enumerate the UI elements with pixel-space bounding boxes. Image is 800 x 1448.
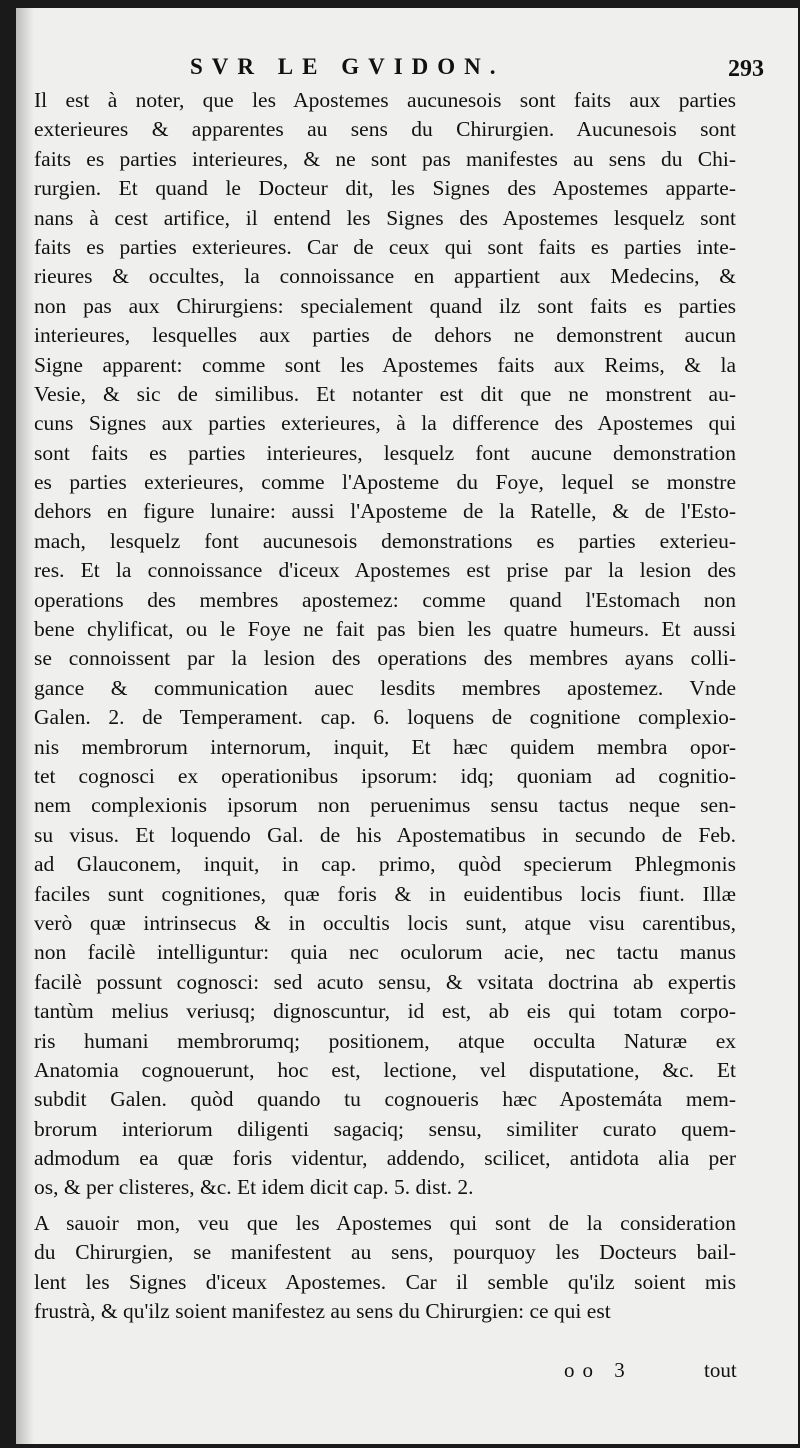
text-line: sont faits es parties interieures, lesquelz font aucune demonstration — [34, 440, 736, 465]
text-line: facilè possunt cognosci: sed acuto sensu, & vsitata doctrina ab expertis — [34, 969, 736, 994]
text-line: se connoissent par la lesion des operations des membres ayans colli- — [34, 646, 736, 671]
text-line: subdit Galen. quòd quando tu cognoueris hæc Apostemáta mem- — [34, 1087, 736, 1112]
text-line: ris humani membrorumq; positionem, atque occulta Naturæ ex — [34, 1028, 736, 1053]
text-line: os, & per clisteres, &c. Et idem dicit cap. 5. dist. 2. — [34, 1175, 474, 1200]
text-line: tantùm melius veriusq; dignoscuntur, id est, ab eis qui totam corpo- — [34, 999, 736, 1024]
text-line: dehors en figure lunaire: aussi l'Aposteme de la Ratelle, & de l'Esto- — [34, 499, 736, 524]
text-line: es parties exterieures, comme l'Aposteme du Foye, lequel se monstre — [34, 470, 736, 495]
text-line: su visus. Et loquendo Gal. de his Apostematibus in secundo de Feb. — [34, 822, 736, 847]
text-line: du Chirurgien, se manifestent au sens, pourquoy les Docteurs bail- — [34, 1240, 736, 1265]
text-line: Il est à noter, que les Apostemes aucunesois sont faits aux parties — [34, 88, 736, 112]
text-line: rieures & occultes, la connoissance en appartient aux Medecins, & — [34, 264, 736, 289]
text-line: faits es parties exterieures. Car de ceux qui sont faits es parties inte- — [34, 234, 736, 259]
text-line: Signe apparent: comme sont les Apostemes faits aux Reims, & la — [34, 352, 736, 377]
text-line: ad Glauconem, inquit, in cap. primo, quòd specierum Phlegmonis — [34, 852, 736, 877]
text-line: Galen. 2. de Temperament. cap. 6. loquens de cognitione complexio- — [34, 705, 736, 730]
text-line: rurgien. Et quand le Docteur dit, les Signes des Apostemes apparte- — [34, 176, 736, 201]
signature-mark: oo 3 — [564, 1358, 633, 1382]
text-line: Vesie, & sic de similibus. Et notanter est dit que ne monstrent au- — [34, 381, 736, 406]
text-line: nem complexionis ipsorum non peruenimus sensu tactus neque sen- — [34, 793, 736, 818]
text-line: non pas aux Chirurgiens: specialement quand ilz sont faits es parties — [34, 293, 736, 318]
text-line: mach, lesquelz font aucunesois demonstrations es parties exterieu- — [34, 528, 736, 553]
text-line: cuns Signes aux parties exterieures, à la difference des Apostemes qui — [34, 411, 736, 436]
page-number: 293 — [728, 56, 764, 82]
text-line: A sauoir mon, veu que les Apostemes qui sont de la consideration — [34, 1210, 736, 1235]
text-line: gance & communication auec lesdits membres apostemez. Vnde — [34, 675, 736, 700]
text-line: admodum ea quæ foris videntur, addendo, scilicet, antidota alia per — [34, 1146, 736, 1171]
text-line: Anatomia cognouerunt, hoc est, lectione, vel disputatione, &c. Et — [34, 1057, 736, 1082]
text-line: lent les Signes d'iceux Apostemes. Car il semble qu'ilz soient mis — [34, 1269, 736, 1294]
body-text — [34, 86, 736, 1326]
text-line: verò quæ intrinsecus & in occultis locis sunt, atque visu carentibus, — [34, 910, 736, 935]
text-line: exterieures & apparentes au sens du Chirurgien. Aucunesois sont — [34, 117, 736, 142]
text-line: faits es parties interieures, & ne sont pas manifestes au sens du Chi- — [34, 146, 736, 171]
text-line: bene chylificat, ou le Foye ne fait pas bien les quatre humeurs. Et aussi — [34, 617, 736, 642]
catchword: tout — [704, 1358, 737, 1382]
text-line: interieures, lesquelles aux parties de dehors ne demonstrent aucun — [34, 323, 736, 348]
running-head: SVR LE GVIDON. — [190, 54, 505, 79]
book-page — [16, 8, 798, 1444]
text-line: non facilè intelliguntur: quia nec oculorum acie, nec tactu manus — [34, 940, 736, 965]
text-line: frustrà, & qu'ilz soient manifestez au sens du Chirurgien: ce qui est — [34, 1299, 611, 1324]
text-line: tet cognosci ex operationibus ipsorum: idq; quoniam ad cognitio- — [34, 763, 736, 788]
text-line: faciles sunt cognitiones, quæ foris & in euidentibus locis fiunt. Illæ — [34, 881, 736, 906]
text-line: res. Et la connoissance d'iceux Apostemes est prise par la lesion des — [34, 558, 736, 583]
text-line: nans à cest artifice, il entend les Signes des Apostemes lesquelz sont — [34, 205, 736, 230]
text-line: nis membrorum internorum, inquit, Et hæc quidem membra opor- — [34, 734, 736, 759]
text-line: operations des membres apostemez: comme quand l'Estomach non — [34, 587, 736, 612]
paragraph-1 — [34, 86, 736, 1203]
paragraph-2 — [34, 1209, 736, 1327]
text-line: brorum interiorum diligenti sagaciq; sensu, similiter curato quem- — [34, 1116, 736, 1141]
